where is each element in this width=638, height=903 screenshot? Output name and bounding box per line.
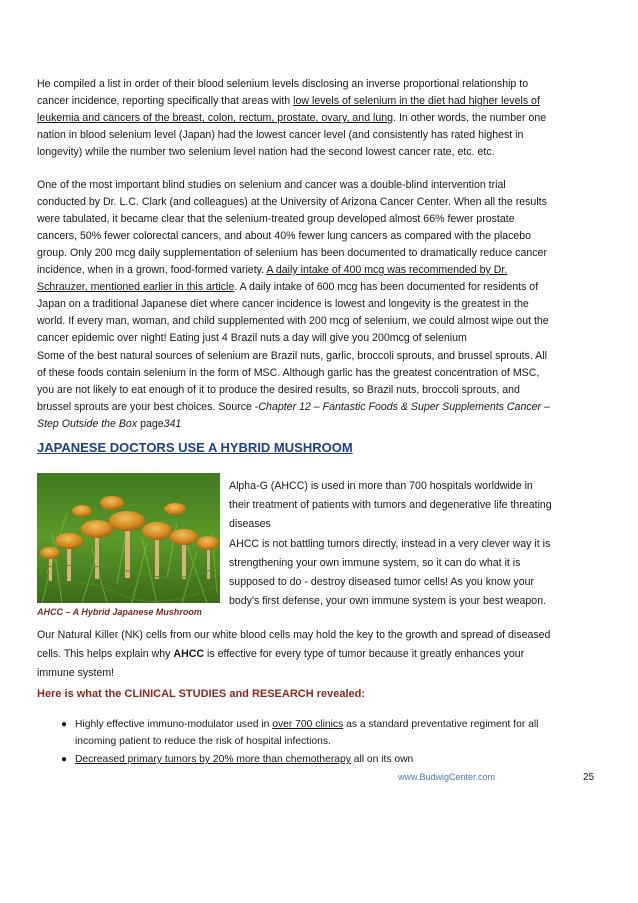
text-run: Highly effective immuno-modulator used in [75, 719, 273, 730]
paragraph-selenium-levels [37, 76, 555, 161]
ahcc-description: Alpha-G (AHCC) is used in more than 700 hospitals worldwide in their treatment of patients with tumors and degenerative life threating diseases [229, 480, 552, 530]
list-item [37, 751, 555, 768]
text-run: Some of the best natural sources of selenium are Brazil nuts, garlic, broccoli sprouts, and brussel sprouts. All of these foods contain selenium in the form of MSC. Although garlic has the greatest concentration of MSC, you are not likely to eat enough of it to produce the desired results, so Brazil nuts, broccoli sprouts, and brussel sprouts are your best choices. Source - [37, 350, 547, 413]
photo-caption: AHCC – A Hybrid Japanese Mushroom [37, 607, 202, 617]
page-number: 25 [583, 772, 595, 783]
list-item [37, 716, 555, 750]
italic-source-title: Chapter 12 – Fantastic Foods & Super Supplements Cancer – Step Outside the Box [37, 401, 550, 430]
paragraph-natural-sources [37, 348, 555, 433]
underlined-text: low levels of selenium in the diet had higher levels of leukemia and cancers of the breast, colon, rectum, prostate, ovary, and lung [37, 95, 540, 124]
bold-text: AHCC [173, 648, 205, 660]
underlined-text: Decreased primary tumors by 20% more than chemotherapy [75, 754, 351, 765]
findings-list [37, 716, 555, 769]
text-run: . A daily intake of 600 mcg has been documented for residents of Japan on a traditional Japanese diet where cancer incidence is lowest and longevity is the greatest in the world. If every man, woman, and child supplemented with 200 mcg of selenium, we could almost wipe out the cancer epidemic over night! Eating just 4 Brazil nuts a day will give you 200mcg of selenium [37, 281, 549, 344]
text-run: Our Natural Killer (NK) cells from our white blood cells may hold the key to the growth and spread of diseased cells. This helps explain why [37, 629, 551, 660]
text-run: as a standard preventative regiment for all incoming patient to reduce the risk of hospital infections. [75, 719, 539, 747]
text-run: . In other words, the number one nation in blood selenium level (Japan) had the lowest cancer level (and consistently has rated highest in longevity) while the number two selenium level nation had the second lowest cancer rate, etc. etc. [37, 112, 547, 158]
footer-website-link[interactable]: www.BudwigCenter.com [398, 772, 496, 782]
paragraph-nk-cells [37, 626, 555, 683]
paragraph-clark-study [37, 177, 555, 347]
text-run: One of the most important blind studies on selenium and cancer was a double-blind intervention trial conducted by Dr. L.C. Clark (and colleagues) at the University of Arizona Cancer Center. When all the results were tabulated, it became clear that the selenium-treated group developed almost 66% fewer prostate cancers, 50% fewer colorectal cancers, and about 40% fewer lung cancers as compared with the placebo group. Only 200 mcg daily supplementation of selenium has been documented to dramatically reduce cancer incidence, when in a grown, food-formed variety. [37, 179, 547, 276]
underlined-text: over 700 clinics [272, 719, 344, 730]
text-run: page [137, 418, 164, 430]
text-run: all on its own [350, 754, 414, 765]
text-run: is effective for every type of tumor because it greatly enhances your immune system! [37, 648, 525, 679]
mushroom-photo [37, 473, 220, 603]
underlined-text: A daily intake of 400 mcg was recommended by Dr. Schrauzer, mentioned earlier in this article [37, 264, 508, 293]
bullet-icon: ● [61, 719, 68, 730]
ahcc-immune-description: AHCC is not battling tumors directly, instead in a very clever way it is strengthening your own immune system, so it can do what it is supposed to do - destroy diseased tumor cells! As you know your body's first defense, your own immune system is your best weapon. [229, 538, 551, 607]
text-run: He compiled a list in order of their blood selenium levels disclosing an inverse proportional relationship to cancer incidence, reporting specifically that areas with [37, 78, 529, 107]
bullet-icon: ● [61, 754, 68, 765]
italic-page-number: 341 [163, 418, 182, 430]
section-heading: JAPANESE DOCTORS USE A HYBRID MUSHROOM [37, 440, 353, 455]
findings-heading: Here is what the CLINICAL STUDIES and RESEARCH revealed: [37, 688, 366, 700]
